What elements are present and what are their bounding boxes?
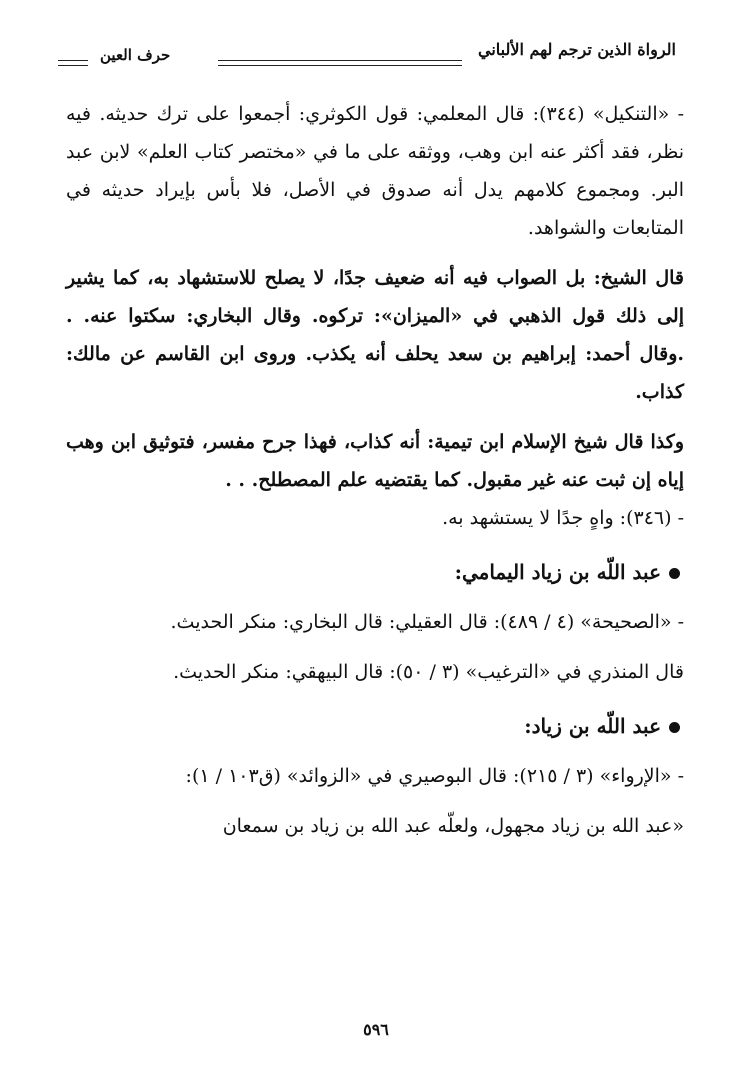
- page-body: [66, 95, 684, 845]
- entry-heading-text: عبد اللّه بن زياد:: [524, 714, 661, 738]
- paragraph-sheikh-comment: قال الشيخ: بل الصواب فيه أنه ضعيف جدًا، لا يصلح للاستشهاد به، كما يشير إلى ذلك قول الذهبي في «الميزان»: تركوه. وقال البخاري: سكتوا عنه. . .وقال أحمد: إبراهيم بن سعد يحلف أنه يكذب. وروى ابن القاسم عن مالك: كذاب.: [66, 267, 684, 403]
- paragraph-ibn-taymiyya: وكذا قال شيخ الإسلام ابن تيمية: أنه كذاب، فهذا جرح مفسر، فتوثيق ابن وهب إياه إن ثبت عنه غير مقبول. كما يقتضيه علم المصطلح. . .: [66, 431, 684, 491]
- bullet-icon: [669, 568, 680, 579]
- bullet-icon: [669, 722, 680, 733]
- paragraph-sahiha: - «الصحيحة» (٤ / ٤٨٩): قال العقيلي: قال البخاري: منكر الحديث.: [170, 611, 684, 633]
- paragraph-tankil: - «التنكيل» (٣٤٤): قال المعلمي: قول الكوثري: أجمعوا على ترك حديثه. فيه نظر، فقد أكثر عنه ابن وهب، ووثقه على ما في «مختصر كتاب العلم» لابن عبد البر. ومجموع كلامهم يدل أنه صدوق في الأصل، فلا بأس بإيراد حديثه في المتابعات والشواهد.: [66, 103, 684, 239]
- entry-heading-ziyad: [66, 707, 684, 745]
- running-header: [58, 40, 676, 74]
- paragraph-mundhiri: قال المنذري في «الترغيب» (٣ / ٥٠): قال البيهقي: منكر الحديث.: [173, 661, 684, 683]
- header-rule: [218, 60, 462, 66]
- paragraph-quote: «عبد الله بن زياد مجهول، ولعلّه عبد الله بن زياد بن سمعان: [222, 815, 684, 837]
- header-rule-short: [58, 60, 88, 66]
- entry-heading-text: عبد اللّه بن زياد اليمامي:: [454, 560, 661, 584]
- entry-heading-yamami: [66, 553, 684, 591]
- book-title: الرواة الذين ترجم لهم الألباني: [478, 40, 676, 59]
- section-title: حرف العين: [100, 46, 171, 64]
- paragraph-irwa: - «الإرواء» (٣ / ٢١٥): قال البوصيري في «الزوائد» (ق١٠٣ / ١):: [185, 765, 684, 787]
- paragraph-346: - (٣٤٦): واهٍ جدًا لا يستشهد به.: [442, 507, 684, 529]
- page-number: ٥٩٦: [363, 1020, 389, 1039]
